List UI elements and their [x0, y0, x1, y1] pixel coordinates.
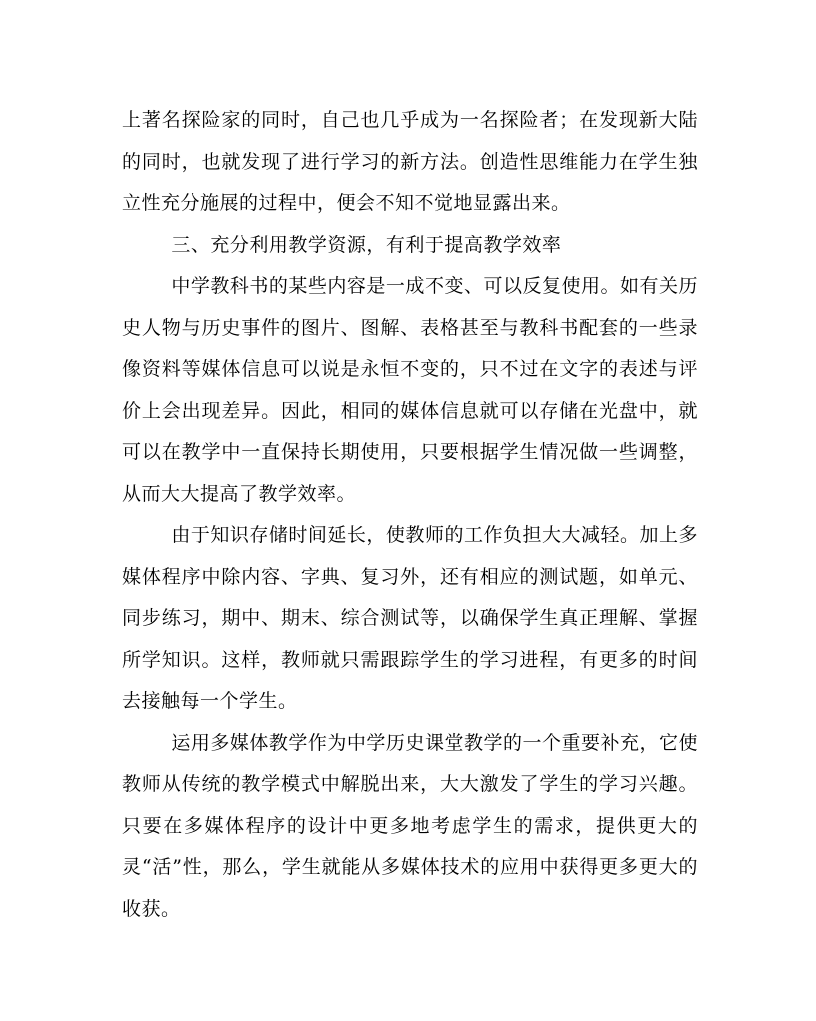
section-heading: 三、充分利用教学资源，有利于提高教学效率 — [171, 233, 562, 256]
paragraph-textbook-content: 中学教科书的某些内容是一成不变、可以反复使用。如有关历史人物与历史事件的图片、图解、表格甚至与教科书配套的一些录像资料等媒体信息可以说是永恒不变的，只不过在文字的表述与评价上会出现差异。因此，相同的媒体信息就可以存储在光盘中，就可以在教学中一直保持长期使用，只要根据学生情况做一些调整，从而大大提高了教学效率。 — [122, 275, 698, 505]
paragraph-continuation: 上著名探险家的同时，自己也几乎成为一名探险者；在发现新大陆的同时，也就发现了进行学习的新方法。创造性思维能力在学生独立性充分施展的过程中，便会不知不觉地显露出来。 — [122, 109, 698, 214]
paragraph-conclusion: 运用多媒体教学作为中学历史课堂教学的一个重要补充，它使教师从传统的教学模式中解脱出来，大大激发了学生的学习兴趣。只要在多媒体程序的设计中更多地考虑学生的需求，提供更大的灵“活”性，那么，学生就能从多媒体技术的应用中获得更多更大的收获。 — [122, 731, 698, 920]
document-body — [122, 100, 698, 930]
paragraph-teacher-workload: 由于知识存储时间延长，使教师的工作负担大大减轻。加上多媒体程序中除内容、字典、复习外，还有相应的测试题，如单元、同步练习，期中、期末、综合测试等，以确保学生真正理解、掌握所学知识。这样，教师就只需跟踪学生的学习进程，有更多的时间去接触每一个学生。 — [122, 524, 698, 712]
